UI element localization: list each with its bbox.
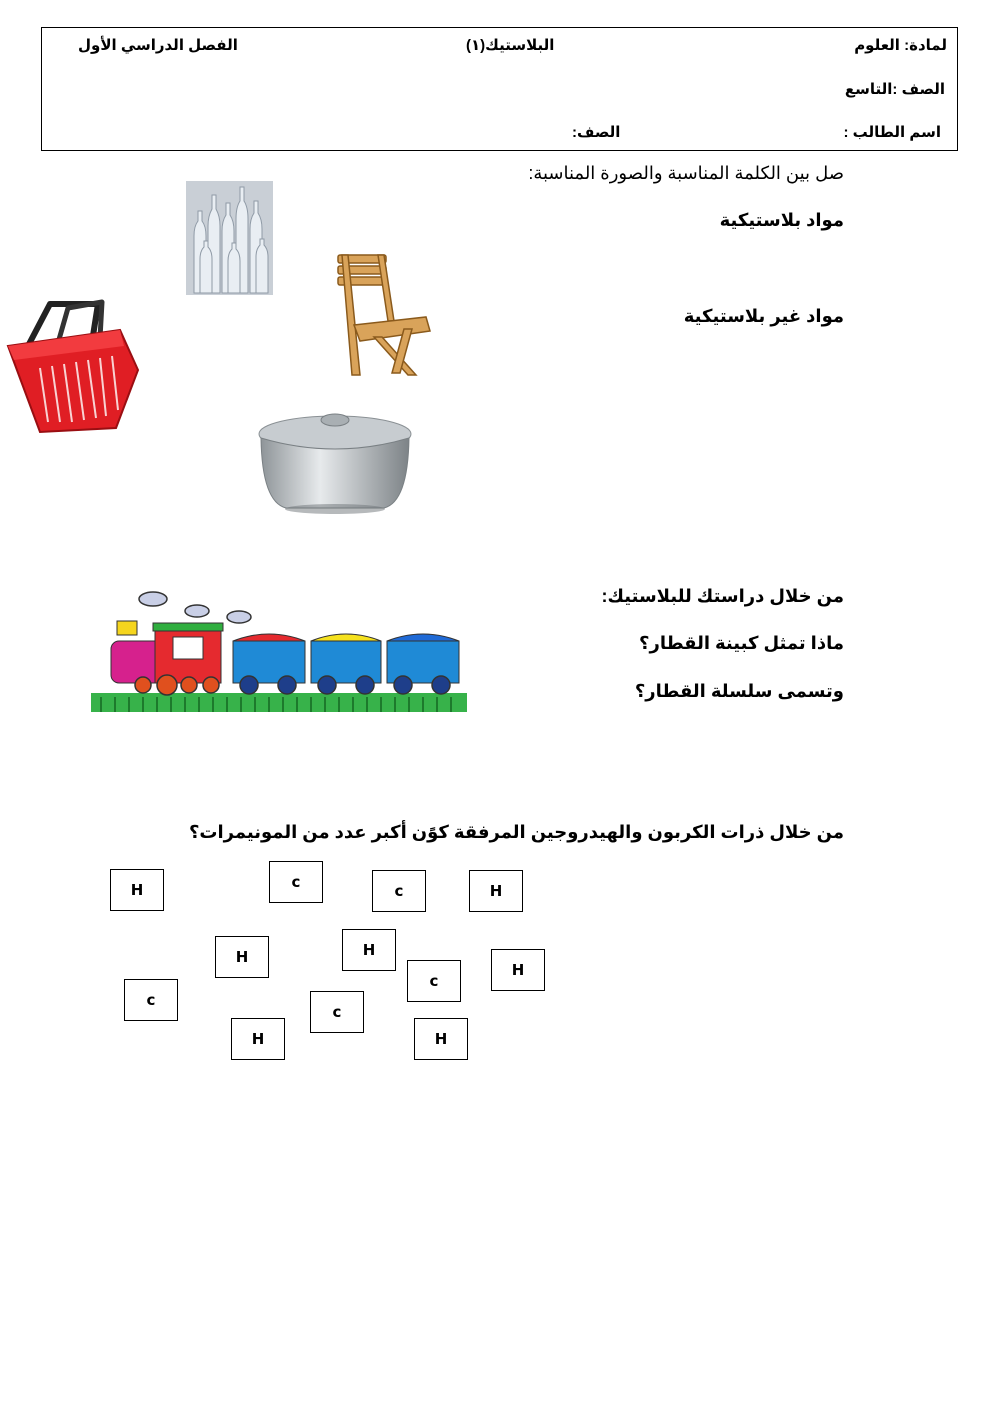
wooden-chair-icon <box>334 253 434 382</box>
semester-label: الفصل الدراسي الأول <box>78 37 238 54</box>
monomers-question: من خلال ذرات الكربون والهيدروجين المرفقة كوًن أكبر عدد من المونيمرات؟ <box>188 822 844 842</box>
hydrogen-atom-card[interactable]: H <box>342 929 396 971</box>
carbon-atom-card[interactable]: c <box>372 870 426 912</box>
hydrogen-atom-card[interactable]: H <box>491 949 545 991</box>
plastic-bottles-icon <box>186 181 273 300</box>
student-name-label: اسم الطالب : <box>843 124 941 141</box>
carbon-atom-card[interactable]: c <box>407 960 461 1002</box>
carbon-atom-card[interactable]: c <box>269 861 323 903</box>
train-cabin-question: ماذا تمثل كبينة القطار؟ <box>639 633 844 653</box>
matching-instruction: صل بين الكلمة المناسبة والصورة المناسبة: <box>528 163 844 183</box>
hydrogen-atom-card[interactable]: H <box>469 870 523 912</box>
hydrogen-atom-card[interactable]: H <box>110 869 164 911</box>
shopping-basket-icon <box>0 298 146 441</box>
grade-label: الصف :التاسع <box>844 81 945 98</box>
class-label: الصف: <box>572 124 621 141</box>
hydrogen-atom-card[interactable]: H <box>414 1018 468 1060</box>
train-icon <box>91 585 467 717</box>
carbon-atom-card[interactable]: c <box>310 991 364 1033</box>
subject-label: لمادة: العلوم <box>854 37 947 54</box>
hydrogen-atom-card[interactable]: H <box>215 936 269 978</box>
plastic-materials-label: مواد بلاستيكية <box>719 210 844 230</box>
hydrogen-atom-card[interactable]: H <box>231 1018 285 1060</box>
worksheet-title: البلاستيك(١) <box>466 37 555 54</box>
non-plastic-materials-label: مواد غير بلاستيكية <box>683 306 844 326</box>
header-box <box>41 27 958 151</box>
metal-pot-icon <box>256 406 414 521</box>
carbon-atom-card[interactable]: c <box>124 979 178 1021</box>
study-intro: من خلال دراستك للبلاستيك: <box>601 586 844 606</box>
train-chain-question: وتسمى سلسلة القطار؟ <box>634 681 844 701</box>
